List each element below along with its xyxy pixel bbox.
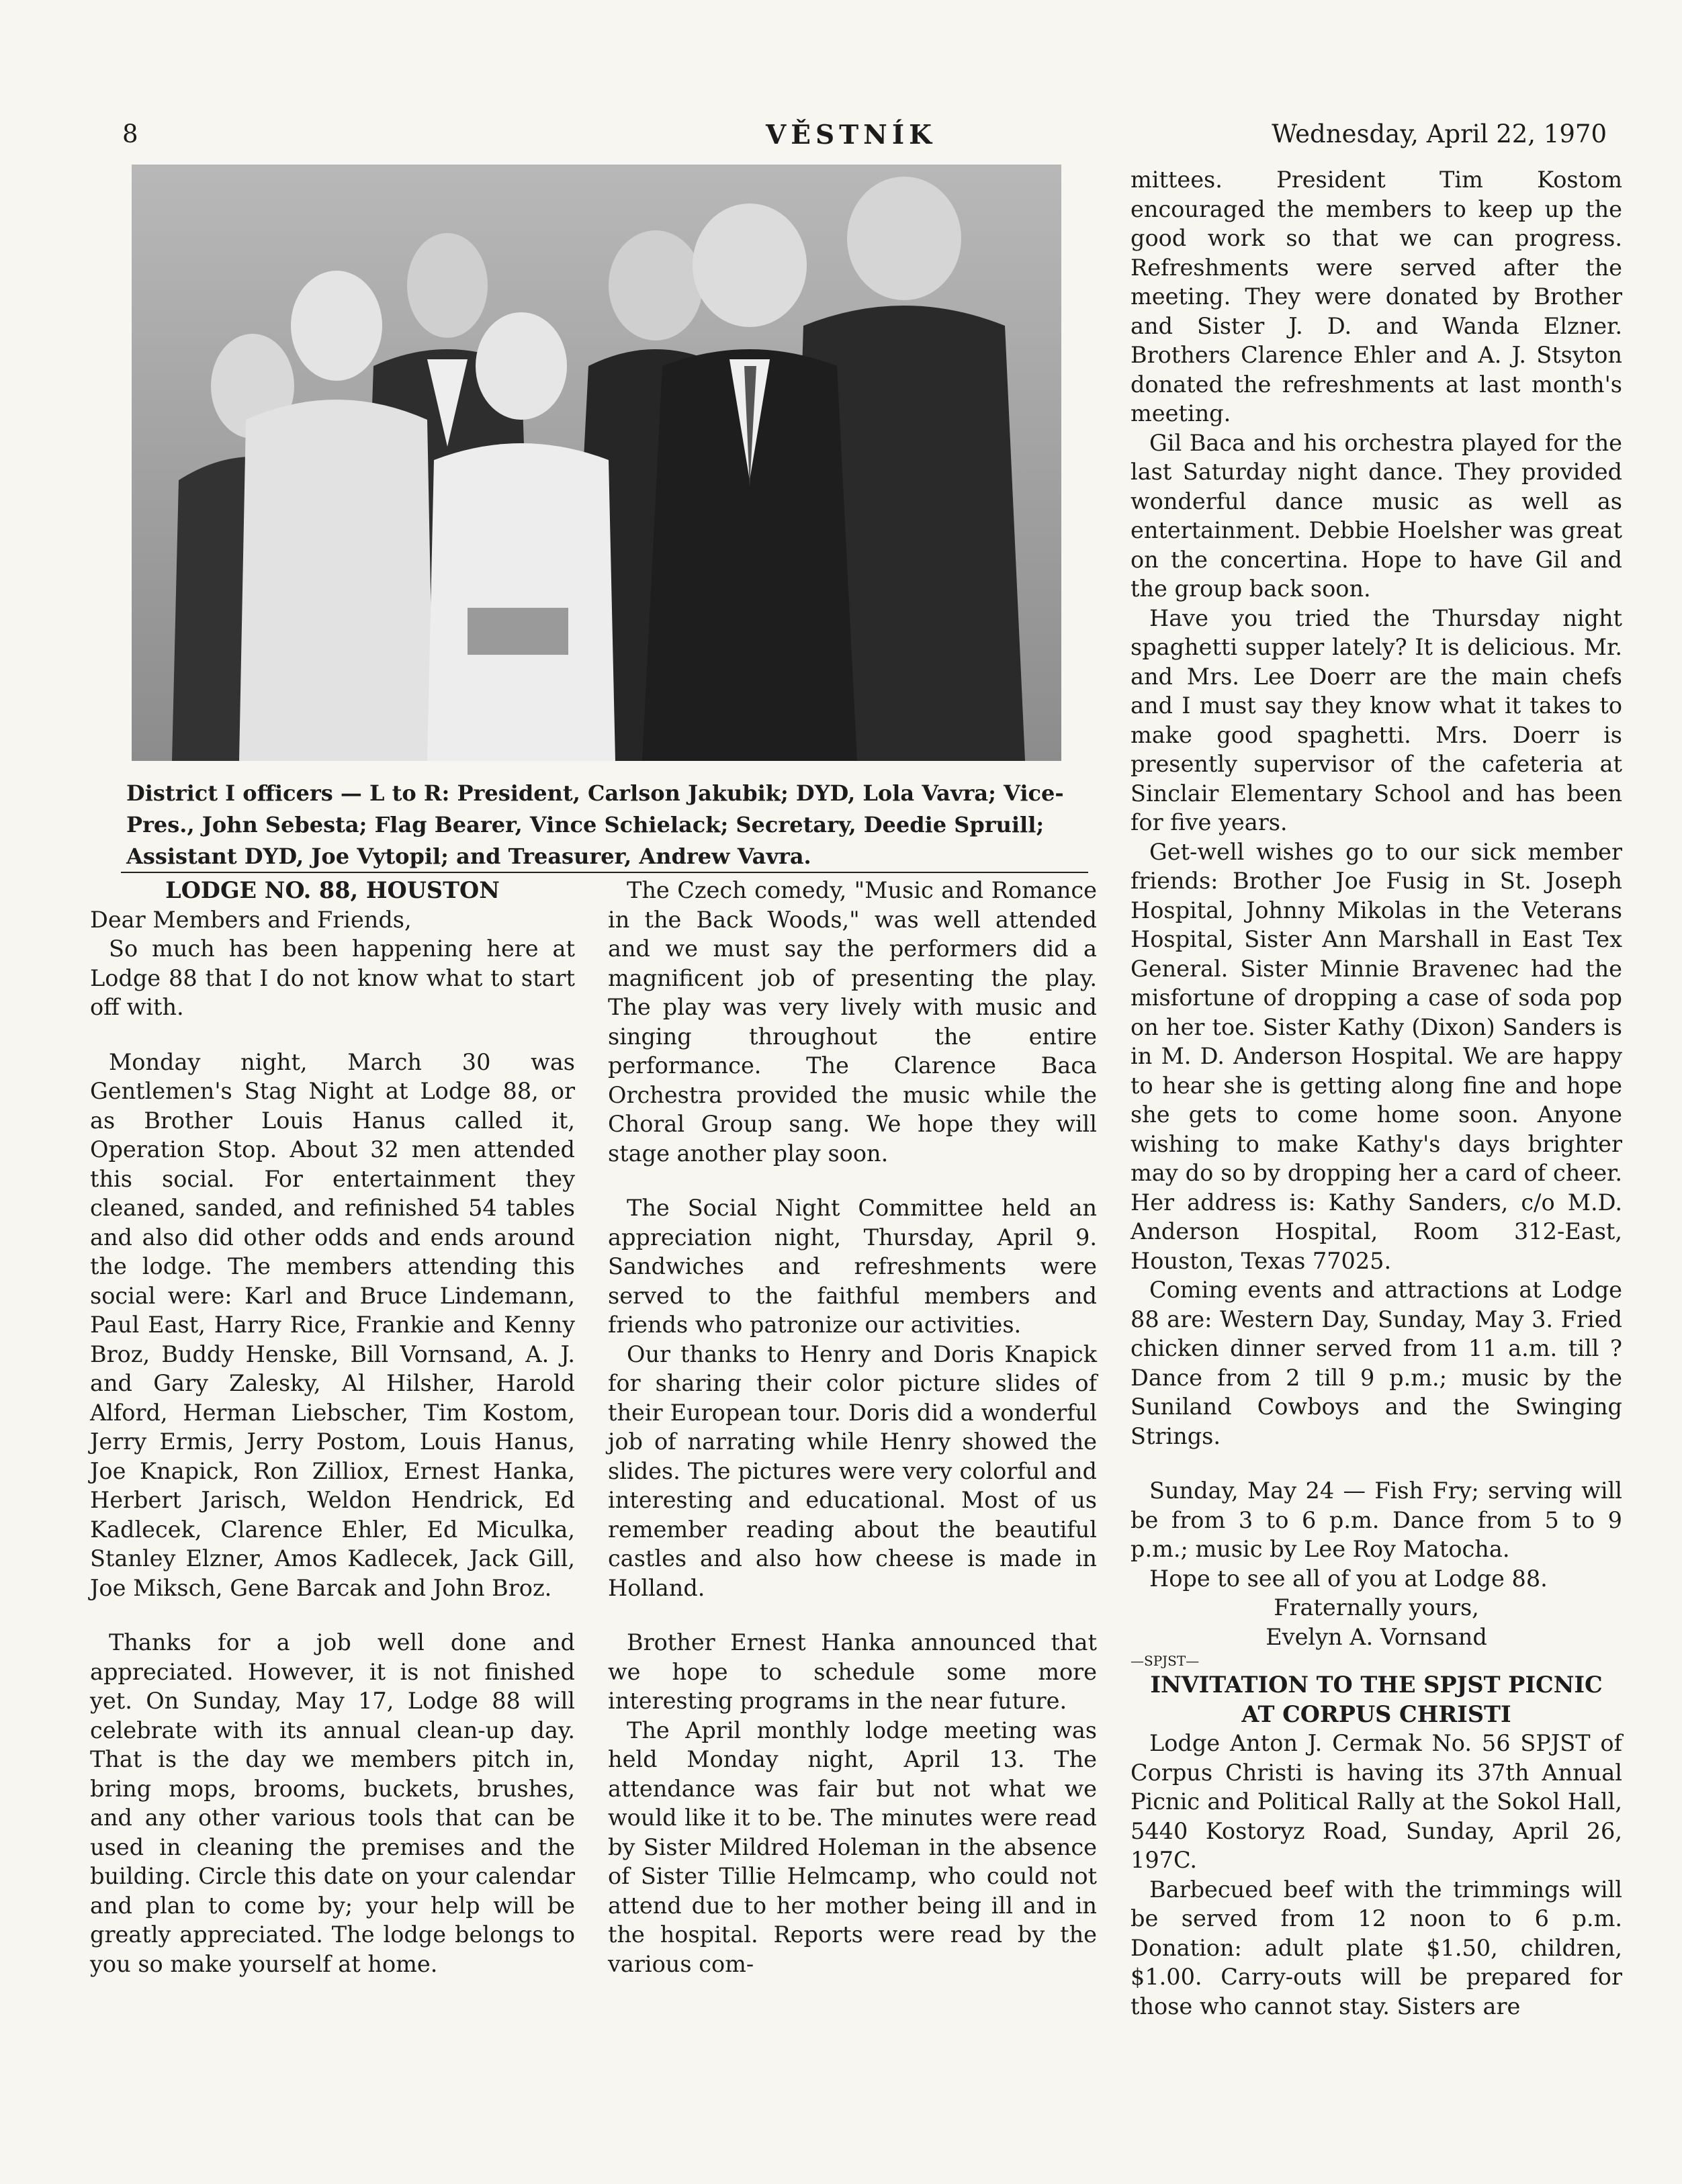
signature: Evelyn A. Vornsand <box>1266 1623 1487 1650</box>
paragraph: Hope to see all of you at Lodge 88. <box>1149 1565 1548 1592</box>
paragraph: Sunday, May 24 — Fish Fry; serving will be from 3 to 6 p.m. Dance from 5 to 9 p.m.; music by Lee Roy Matocha. <box>1131 1477 1622 1562</box>
issue-date: Wednesday, April 22, 1970 <box>1272 120 1607 148</box>
paragraph: So much has been happening here at Lodge 88 that I do not know what to start off with. <box>90 936 575 1020</box>
paragraph: Brother Ernest Hanka announced that we hope to schedule some more interesting programs in the near future. <box>608 1629 1097 1714</box>
paragraph: Have you tried the Thursday night spaghetti supper lately? It is delicious. Mr. and Mrs. Lee Doerr are the main chefs and I must say they know what it takes to make good spaghetti. Mrs. Doerr is presently supervisor of the cafeteria at Sinclair Elementary School and has been for five years. <box>1131 604 1622 835</box>
paragraph: Coming events and attractions at Lodge 88 are: Western Day, Sunday, May 3. Fried chicken dinner served from 11 a.m. till ? Dance from 2 till 9 p.m.; music by the Suniland Cowboys and the Swinging Strings. <box>1131 1277 1622 1449</box>
spjst-separator: —SPJST— <box>1131 1653 1200 1669</box>
paragraph: Thanks for a job well done and appreciated. However, it is not finished yet. On Sunday, May 17, Lodge 88 will celebrate with its annual clean-up day. That is the day we members pitch in, bring mops, brooms, buckets, brushes, and any other various tools that can be used in cleaning the premises and the building. Circle this date on your calendar and plan to come by; your help will be greatly appreciated. The lodge belongs to you so make yourself at home. <box>90 1629 575 1977</box>
photo-caption: District I officers — L to R: President, Carlson Jakubik; DYD, Lola Vavra; Vice-Pres., John Sebesta; Flag Bearer, Vince Schielack; Secretary, Deedie Spruill; Assistant DYD, Joe Vytopil; and Treasurer, Andrew Vavra. <box>126 780 1064 869</box>
publication-title: VĚSTNÍK <box>766 120 936 150</box>
article-heading: LODGE NO. 88, HOUSTON <box>165 877 500 903</box>
paragraph: Barbecued beef with the trimmings will be served from 12 noon to 6 p.m. Donation: adult plate $1.50, children, $1.00. Carry-outs will be prepared for those who cannot stay. Sisters are <box>1131 1876 1622 2019</box>
article2-heading-line1: INVITATION TO THE SPJST PICNIC <box>1150 1672 1603 1698</box>
paragraph: Our thanks to Henry and Doris Knapick for sharing their color picture slides of their European tour. Doris did a wonderful job of narrating while Henry showed the slides. The pictures were very colorful and interesting and educational. Most of us remember reading about the beautiful castles and also how cheese is made in Holland. <box>608 1340 1097 1601</box>
salutation: Dear Members and Friends, <box>90 906 412 933</box>
column-2 <box>608 876 1097 1978</box>
page-number: 8 <box>122 120 138 148</box>
group-photo <box>132 165 1061 761</box>
article2-heading-line2: AT CORPUS CHRISTI <box>1241 1700 1511 1727</box>
paragraph: The Czech comedy, "Music and Romance in the Back Woods," was well attended and we must say the performers did a magnificent job of presenting the play. The play was very lively with music and singing throughout the entire performance. The Clarence Baca Orchestra provided the music while the Choral Group sang. We hope they will stage another play soon. <box>608 877 1097 1167</box>
paragraph: The Social Night Committee held an appreciation night, Thursday, April 9. Sandwiches and refreshments were served to the faithful members and friends who patronize our activities. <box>608 1195 1097 1338</box>
column-1 <box>90 876 575 1978</box>
paragraph: Monday night, March 30 was Gentlemen's Stag Night at Lodge 88, or as Brother Louis Hanus called it, Operation Stop. About 32 men attended this social. For entertainment they cleaned, sanded, and refinished 54 tables and also did other odds and ends around the lodge. The members attending this social were: Karl and Bruce Lindemann, Paul East, Harry Rice, Frankie and Kenny Broz, Buddy Henske, Bill Vornsand, A. J. and Gary Zalesky, Al Hilsher, Harold Alford, Herman Liebscher, Tim Kostom, Jerry Ermis, Jerry Postom, Louis Hanus, Joe Knapick, Ron Zilliox, Ernest Hanka, Herbert Jarisch, Weldon Hendrick, Ed Kadlecek, Clarence Ehler, Ed Miculka, Stanley Elzner, Amos Kadlecek, Jack Gill, Joe Miksch, Gene Barcak and John Broz. <box>90 1048 575 1601</box>
paragraph: The April monthly lodge meeting was held Monday night, April 13. The attendance was fair but not what we would like it to be. The minutes were read by Sister Mildred Holeman in the absence of Sister Tillie Helmcamp, who could not attend due to her mother being ill and in the hospital. Reports were read by the various com- <box>608 1717 1097 1977</box>
paragraph: mittees. President Tim Kostom encouraged the members to keep up the good work so that we can progress. Refreshments were served after the meeting. They were donated by Brother and Sister J. D. and Wanda Elzner. Brothers Clarence Ehler and A. J. Stsyton donated the refreshments at last month's meeting. <box>1131 167 1622 426</box>
paragraph: Get-well wishes go to our sick member friends: Brother Joe Fusig in St. Joseph Hospital, Johnny Mikolas in the Veterans Hospital, Sister Ann Marshall in East Tex General. Sister Minnie Bravenec had the misfortune of dropping a case of soda pop on her toe. Sister Kathy (Dixon) Sanders is in M. D. Anderson Hospital. We are happy to hear she is getting along fine and hope she gets to come home soon. Anyone wishing to make Kathy's days brighter may do so by dropping her a card of cheer. Her address is: Kathy Sanders, c/o M.D. Anderson Hospital, Room 312-East, Houston, Texas 77025. <box>1131 838 1622 1274</box>
closing: Fraternally yours, <box>1274 1594 1479 1621</box>
section-divider <box>121 872 1088 873</box>
column-3 <box>1131 165 1622 2021</box>
paragraph: Lodge Anton J. Cermak No. 56 SPJST of Corpus Christi is having its 37th Annual Picnic and Political Rally at the Sokol Hall, 5440 Kostoryz Road, Sunday, April 26, 197C. <box>1131 1730 1622 1873</box>
paragraph: Gil Baca and his orchestra played for the last Saturday night dance. They provided wonderful dance music as well as entertainment. Debbie Hoelsher was great on the concertina. Hope to have Gil and the group back soon. <box>1131 429 1622 602</box>
